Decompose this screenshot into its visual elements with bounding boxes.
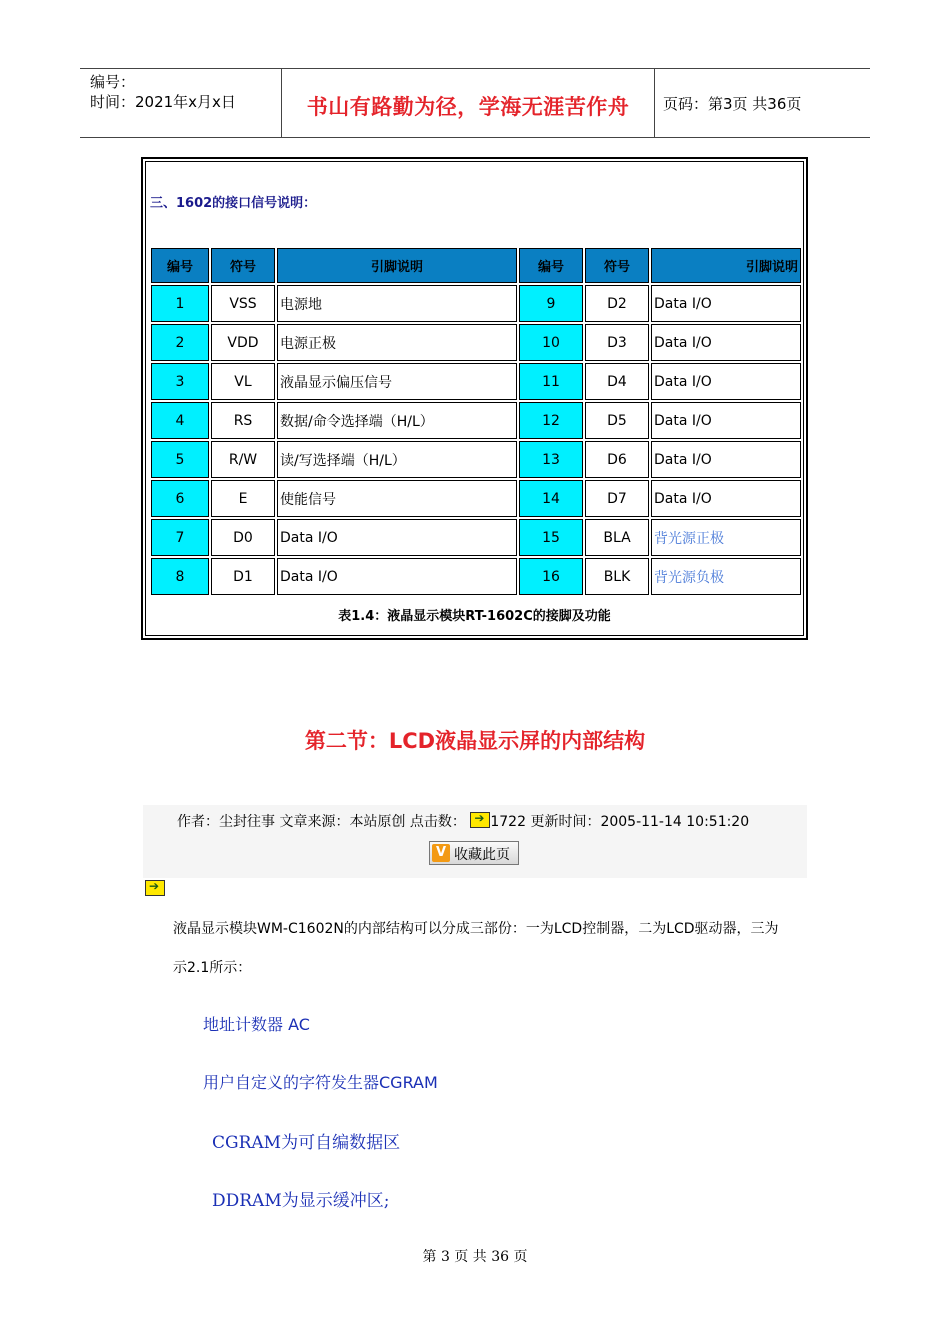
pin-number-cell: 12 — [519, 402, 583, 439]
pin-table-caption: 表1.4：液晶显示模块RT-1602C的接脚及功能 — [338, 609, 611, 624]
list-item: 用户自定义的字符发生器CGRAM — [203, 1073, 438, 1092]
favorite-label: 收藏此页 — [454, 847, 510, 863]
pin-number-cell: 11 — [519, 363, 583, 400]
pin-number-cell: 10 — [519, 324, 583, 361]
pin-symbol-cell: D1 — [211, 558, 275, 595]
pin-description-cell: Data I/O — [651, 441, 801, 478]
pin-description-cell: 使能信号 — [277, 480, 517, 517]
pin-symbol-cell: D2 — [585, 285, 649, 322]
table-row — [151, 480, 801, 517]
section-heading: 第二节：LCD液晶显示屏的内部结构 — [304, 729, 646, 753]
favorite-v-icon: V — [432, 844, 450, 862]
header-cell: 编号 — [151, 248, 209, 283]
page-info: 页码：第3页 共36页 — [663, 95, 802, 113]
table-row — [151, 441, 801, 478]
page-footer: 第 3 页 共 36 页 — [422, 1249, 528, 1265]
table-row — [151, 285, 801, 322]
header-cell: 引脚说明 — [651, 248, 801, 283]
pin-number-cell: 1 — [151, 285, 209, 322]
header-left-cell — [80, 69, 282, 137]
pin-description-cell: Data I/O — [651, 402, 801, 439]
pin-description-cell: 电源正极 — [277, 324, 517, 361]
table-row — [151, 519, 801, 556]
pin-symbol-cell: E — [211, 480, 275, 517]
pin-number-cell: 9 — [519, 285, 583, 322]
number-label: 编号： — [90, 73, 136, 91]
header-cell: 符号 — [585, 248, 649, 283]
pin-number-cell: 4 — [151, 402, 209, 439]
pin-symbol-cell: D5 — [585, 402, 649, 439]
article-meta-bar — [143, 805, 807, 878]
pin-table-header-row — [151, 248, 801, 283]
pin-number-cell: 16 — [519, 558, 583, 595]
favorite-button[interactable] — [429, 841, 519, 865]
list-item: CGRAM为可自编数据区 — [212, 1133, 401, 1153]
pin-symbol-cell: R/W — [211, 441, 275, 478]
pin-number-cell: 5 — [151, 441, 209, 478]
list-item: 地址计数器 AC — [203, 1015, 310, 1034]
pin-description-cell: 电源地 — [277, 285, 517, 322]
pin-description-cell: 背光源正极 — [651, 519, 801, 556]
pin-symbol-cell: D7 — [585, 480, 649, 517]
pin-symbol-cell: D3 — [585, 324, 649, 361]
pin-number-cell: 7 — [151, 519, 209, 556]
pin-description-cell: Data I/O — [651, 363, 801, 400]
pin-description-cell: Data I/O — [651, 285, 801, 322]
table-row — [151, 363, 801, 400]
meta-prefix: 作者：尘封往事 文章来源：本站原创 点击数： — [177, 814, 466, 830]
pin-number-cell: 13 — [519, 441, 583, 478]
pin-symbol-cell: VDD — [211, 324, 275, 361]
article-meta-line — [177, 811, 749, 831]
pin-number-cell: 2 — [151, 324, 209, 361]
pin-description-cell: 液晶显示偏压信号 — [277, 363, 517, 400]
pin-number-cell: 14 — [519, 480, 583, 517]
pin-symbol-cell: D0 — [211, 519, 275, 556]
arrow-icon — [470, 812, 490, 828]
pin-description-cell: 数据/命令选择端（H/L） — [277, 402, 517, 439]
table-row — [151, 324, 801, 361]
meta-suffix: 1722 更新时间：2005-11-14 10:51:20 — [490, 814, 750, 830]
pin-symbol-cell: D6 — [585, 441, 649, 478]
pin-description-cell: 背光源负极 — [651, 558, 801, 595]
pin-symbol-cell: VSS — [211, 285, 275, 322]
pin-table-title: 三、1602的接口信号说明： — [150, 196, 317, 211]
pin-description-cell: Data I/O — [277, 558, 517, 595]
pin-table-inner — [145, 161, 804, 636]
body-paragraph: 液晶显示模块WM-C1602N的内部结构可以分成三部份：一为LCD控制器，二为LCD驱动器，三为 — [173, 921, 779, 937]
header-cell: 引脚说明 — [277, 248, 517, 283]
header-cell: 符号 — [211, 248, 275, 283]
header-cell: 编号 — [519, 248, 583, 283]
list-item: DDRAM为显示缓冲区; — [212, 1191, 390, 1211]
pin-number-cell: 6 — [151, 480, 209, 517]
pin-symbol-cell: RS — [211, 402, 275, 439]
pin-description-cell: Data I/O — [651, 480, 801, 517]
body-paragraph-continued: 示2.1所示： — [173, 960, 252, 976]
pin-number-cell: 8 — [151, 558, 209, 595]
header-right-cell — [655, 69, 870, 137]
pin-table — [149, 246, 803, 597]
pin-description-cell: Data I/O — [651, 324, 801, 361]
pin-description-cell: Data I/O — [277, 519, 517, 556]
table-row — [151, 402, 801, 439]
pin-symbol-cell: BLK — [585, 558, 649, 595]
page-header — [80, 68, 870, 138]
pin-number-cell: 15 — [519, 519, 583, 556]
header-motto: 书山有路勤为径，学海无涯苦作舟 — [306, 95, 630, 119]
pin-symbol-cell: BLA — [585, 519, 649, 556]
pin-symbol-cell: D4 — [585, 363, 649, 400]
table-row — [151, 558, 801, 595]
pin-symbol-cell: VL — [211, 363, 275, 400]
pin-description-cell: 读/写选择端（H/L） — [277, 441, 517, 478]
pin-table-frame — [141, 157, 808, 640]
time-label: 时间：2021年x月x日 — [90, 93, 236, 111]
arrow-icon — [145, 880, 165, 896]
header-center-cell — [282, 69, 655, 137]
pin-number-cell: 3 — [151, 363, 209, 400]
